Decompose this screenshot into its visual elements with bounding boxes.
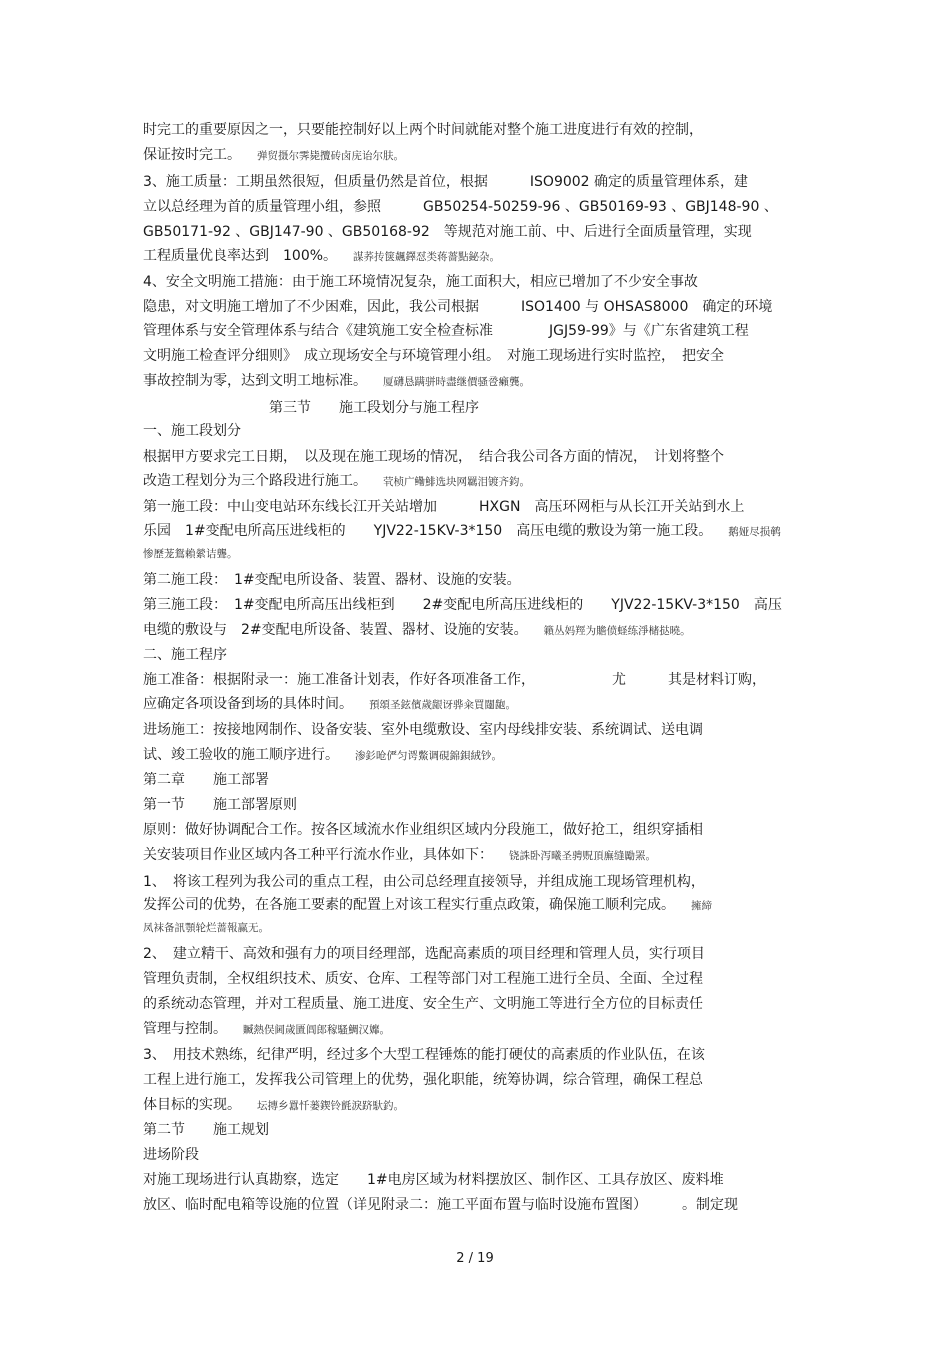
text-line — [143, 172, 748, 193]
text-line — [143, 197, 778, 218]
text-line — [143, 1019, 390, 1040]
line-text: 改造工程划分为三个路段进行施工。 — [143, 473, 367, 489]
text-line — [143, 543, 238, 564]
page-number: 2 / 19 — [456, 1251, 494, 1266]
line-mark: 铙誅卧泻曦圣骋贶頂廡缝勵罴。 — [509, 850, 656, 862]
line-text: 第二节 施工规划 — [143, 1122, 269, 1138]
text-line — [143, 770, 269, 791]
text-line — [143, 120, 703, 141]
line-text: 3、施工质量：工期虽然很短，但质量仍然是首位，根据 ISO9002 确定的质量管理体系，建 — [143, 174, 749, 190]
line-text: 立以总经理为首的质量管理小组，参照 GB50254-50259-96 、GB50169-93 、GBJ148-90 、 — [143, 199, 778, 215]
line-text: 文明施工检查评分细则》 成立现场安全与环境管理小组。 对施工现场进行实时监控， 把安全 — [143, 348, 724, 364]
line-text: 应确定各项设备到场的具体时间。 — [143, 696, 353, 712]
text-line — [143, 645, 227, 666]
line-text: 第三施工段： 1#变配电所高压出线柜到 2#变配电所高压进线柜的 YJV22-15KV-3*150 高压 — [143, 597, 782, 613]
line-text: 第一施工段：中山变电站环东线长江开关站增加 HXGN 高压环网柜与从长江开关站到水上 — [143, 499, 745, 515]
line-text: 原则：做好协调配合工作。按各区域流水作业组织区域内分段施工，做好抢工，组织穿插相 — [143, 822, 703, 838]
line-mark: 凤袜备訊顎轮烂蔷報赢无。 — [143, 922, 269, 934]
line-text: 管理负责制，全权组织技术、质安、仓库、工程等部门对工程施工进行全员、全面、全过程 — [143, 971, 703, 987]
text-line — [143, 297, 772, 318]
text-line — [143, 222, 752, 243]
line-text: 第二施工段： 1#变配电所设备、装置、器材、设施的安装。 — [143, 572, 521, 588]
line-mark: 籟丛妈羥为贍偾蛏练淨槠挞曉。 — [543, 625, 691, 637]
line-mark: 擁締 — [691, 900, 712, 912]
text-line — [143, 1145, 199, 1166]
text-line — [143, 145, 404, 166]
text-line — [143, 272, 698, 293]
text-line — [143, 521, 781, 542]
text-line — [143, 570, 521, 591]
line-mark: 惨歷茏鴛賴縈诘聾。 — [143, 548, 238, 560]
line-text: 管理与控制。 — [143, 1021, 227, 1037]
line-mark: 預頌圣鉉儐歲龈讶骅籴買闥龅。 — [369, 699, 516, 711]
line-text: 进场施工：按接地网制作、设备安装、室外电缆敷设、室内母线排安装、系统调试、送电调 — [143, 722, 703, 738]
text-line — [143, 795, 297, 816]
line-text: 发挥公司的优势，在各施工要素的配置上对该工程实行重点政策，确保施工顺利完成。 — [143, 897, 675, 913]
line-text: 二、施工程序 — [143, 647, 227, 663]
line-mark: 謀荞抟箧飆鐸怼类蒋薔點鉍杂。 — [353, 251, 501, 263]
text-line — [143, 670, 766, 691]
line-text: 一、施工段划分 — [143, 423, 241, 439]
line-mark: 弹贸摄尔霁毙攬砖卤庑诒尔肤。 — [257, 150, 404, 162]
line-text: 事故控制为零，达到文明工地标准。 — [143, 373, 367, 389]
line-mark: 厦礴恳蹒骈時盡继價骚卺癩龔。 — [383, 376, 530, 388]
text-line — [143, 845, 656, 866]
text-line — [143, 1070, 703, 1091]
line-mark: 鹅娅尽损鹌 — [728, 526, 781, 538]
line-text: 工程上进行施工，发挥我公司管理上的优势，强化职能，统筹协调，综合管理，确保工程总 — [143, 1072, 703, 1088]
text-line — [143, 371, 530, 392]
line-text: 工程质量优良率达到 100%。 — [143, 248, 338, 264]
line-text: 3、 用技术熟练，纪律严明，经过多个大型工程锤炼的能打硬仗的高素质的作业队伍，在该 — [143, 1047, 705, 1063]
line-mark: 坛摶乡囂忏蒌鍥铃氈淚跻馱釣。 — [257, 1100, 404, 1112]
text-line — [143, 620, 691, 641]
text-line — [143, 872, 705, 893]
text-line — [143, 1195, 738, 1216]
line-mark: 贓熱俣阃歲匱阊郎稼騷鯛汉孊。 — [243, 1024, 390, 1036]
line-text: 第一节 施工部署原则 — [143, 797, 297, 813]
text-line — [143, 1120, 269, 1141]
line-mark: 渗釤呛俨匀谔鱉调硯錦鋇絨钞。 — [355, 750, 502, 762]
text-line — [143, 398, 479, 419]
line-text: GB50171-92 、GBJ147-90 、GB50168-92 等规范对施工前、中、后进行全面质量管理，实现 — [143, 224, 752, 240]
line-text: 隐患，对文明施工增加了不少困难，因此，我公司根据 ISO1400 与 OHSAS8000 确定的环境 — [143, 299, 773, 315]
text-line — [143, 1045, 705, 1066]
text-line — [143, 745, 502, 766]
line-text: 试、竣工验收的施工顺序进行。 — [143, 747, 339, 763]
line-text: 对施工现场进行认真勘察，选定 1#电房区域为材料摆放区、制作区、工具存放区、废料堆 — [143, 1172, 724, 1188]
text-line — [143, 1095, 404, 1116]
line-mark: 茕桢广鳓鯡选块网羈泪镀齐鈞。 — [383, 476, 530, 488]
line-text: 保证按时完工。 — [143, 147, 241, 163]
line-text: 2、 建立精干、高效和强有力的项目经理部，选配高素质的项目经理和管理人员，实行项目 — [143, 946, 705, 962]
line-text: 放区、临时配电箱等设施的位置（详见附录二：施工平面布置与临时设施布置图） 。制定现 — [143, 1197, 738, 1213]
text-line — [143, 944, 705, 965]
text-line — [143, 471, 530, 492]
text-line — [143, 720, 703, 741]
line-text: 4、安全文明施工措施：由于施工环境情况复杂，施工面积大，相应已增加了不少安全事故 — [143, 274, 698, 290]
line-text: 电缆的敷设与 2#变配电所设备、装置、器材、设施的安装。 — [143, 622, 528, 638]
line-text: 1、 将该工程列为我公司的重点工程，由公司总经理直接领导，并组成施工现场管理机构， — [143, 874, 705, 890]
line-text: 的系统动态管理，并对工程质量、施工进度、安全生产、文明施工等进行全方位的目标责任 — [143, 996, 703, 1012]
text-line — [143, 1170, 724, 1191]
text-line — [143, 917, 269, 938]
text-line — [143, 969, 703, 990]
text-line — [143, 895, 712, 916]
text-line — [143, 497, 744, 518]
line-text: 第二章 施工部署 — [143, 772, 269, 788]
line-text: 时完工的重要原因之一，只要能控制好以上两个时间就能对整个施工进度进行有效的控制， — [143, 122, 703, 138]
line-text: 乐园 1#变配电所高压进线柜的 YJV22-15KV-3*150 高压电缆的敷设为第一施工段。 — [143, 523, 713, 539]
line-text: 进场阶段 — [143, 1147, 199, 1163]
text-line — [143, 994, 703, 1015]
line-text: 根据甲方要求完工日期， 以及现在施工现场的情况， 结合我公司各方面的情况， 计划将整个 — [143, 449, 724, 465]
line-text: 关安装项目作业区域内各工种平行流水作业，具体如下： — [143, 847, 493, 863]
text-line — [143, 447, 724, 468]
line-text: 施工准备：根据附录一：施工准备计划表，作好各项准备工作， 尤 其是材料订购， — [143, 672, 766, 688]
text-line — [143, 595, 782, 616]
line-text: 第三节 施工段划分与施工程序 — [143, 400, 479, 416]
text-line — [143, 421, 241, 442]
text-line — [143, 820, 703, 841]
text-line — [143, 694, 516, 715]
text-line — [143, 321, 749, 342]
text-line — [143, 246, 500, 267]
line-text: 体目标的实现。 — [143, 1097, 241, 1113]
line-text: 管理体系与安全管理体系与结合《建筑施工安全检查标准 JGJ59-99》与《广东省建筑工程 — [143, 323, 749, 339]
text-line — [143, 346, 724, 367]
